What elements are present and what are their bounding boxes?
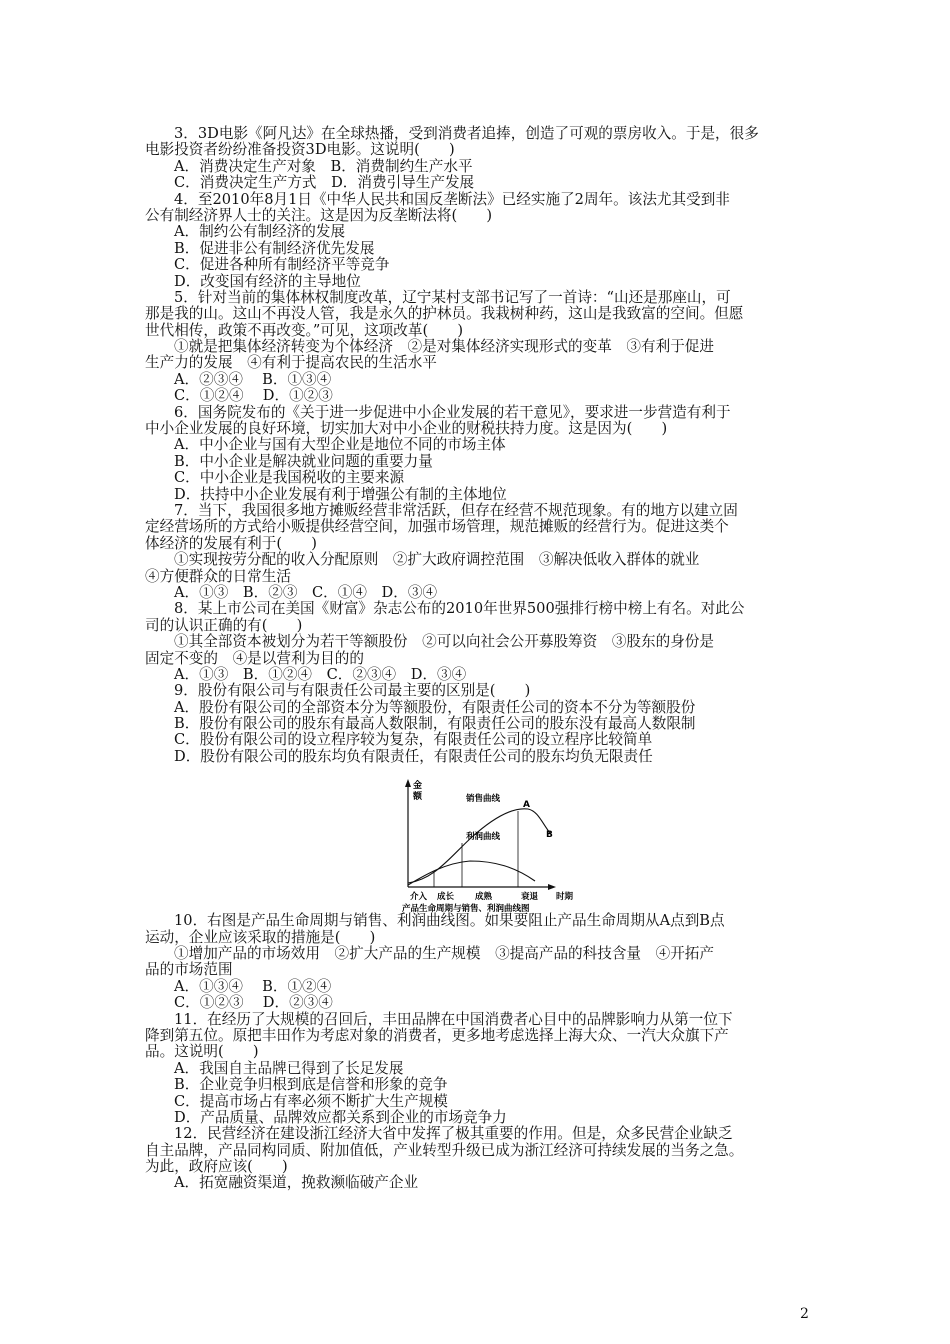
text-line: 生产力的发展 ④有利于提高农民的生活水平 <box>145 354 437 372</box>
text-line: 品。这说明( ) <box>145 1043 259 1061</box>
page-number: 2 <box>800 1306 809 1322</box>
point-b-label: B <box>546 830 553 841</box>
point-a-label: A <box>523 800 530 811</box>
text-line: A．消费决定生产对象 B．消费制约生产水平 <box>174 157 473 175</box>
text-line: C．①②③ D．②③④ <box>174 994 333 1012</box>
text-line: ①其全部资本被划分为若干等额股份 ②可以向社会公开募股筹资 ③股东的身份是 <box>174 633 714 651</box>
text-line: A．拓宽融资渠道，挽救濒临破产企业 <box>174 1174 419 1192</box>
y-axis-label-1: 金 <box>413 781 423 792</box>
text-line: B．企业竞争归根到底是信誉和形象的竞争 <box>174 1076 448 1094</box>
x-axis-arrow <box>548 884 556 890</box>
text-line: A．股份有限公司的全部资本分为等额股份，有限责任公司的资本不分为等额股份 <box>174 698 696 716</box>
text-line: C．消费决定生产方式 D．消费引导生产发展 <box>174 174 475 192</box>
text-line: ①就是把集体经济转变为个体经济 ②是对集体经济实现形式的变革 ③有利于促进 <box>174 338 714 356</box>
text-line: D．股份有限公司的股东均负有限责任，有限责任公司的股东均负无限责任 <box>174 747 653 765</box>
text-line: D．扶持中小企业发展有利于增强公有制的主体地位 <box>174 485 507 503</box>
text-line: 9．股份有限公司与有限责任公司最主要的区别是( ) <box>174 682 531 700</box>
text-line: 体经济的发展有利于( ) <box>145 534 317 552</box>
text-line: C．中小企业是我国税收的主要来源 <box>174 469 405 487</box>
product-lifecycle-figure <box>145 775 810 913</box>
text-line: 中小企业发展的良好环境，切实加大对中小企业的财税扶持力度。这是因为( ) <box>145 420 668 438</box>
text-line: B．促进非公有制经济优先发展 <box>174 239 375 257</box>
sales-curve-label: 销售曲线 <box>466 794 501 805</box>
profit-curve <box>408 861 535 885</box>
text-line: 为此，政府应该( ) <box>145 1158 288 1176</box>
text-line: A．①③④ B．①②④ <box>174 977 332 995</box>
x-axis-label: 时期 <box>556 892 574 903</box>
text-line: 5．针对当前的集体林权制度改革，辽宁某村支部书记写了一首诗：“山还是那座山，可 <box>174 288 731 306</box>
text-line: A．①③ B．②③ C．①④ D．③④ <box>174 583 438 601</box>
text-line: C．促进各种所有制经济平等竞争 <box>174 256 390 274</box>
text-line: 司的认识正确的有( ) <box>145 616 303 634</box>
text-line: A．①③ B．①②④ C．②③④ D．③④ <box>174 665 467 683</box>
text-line: 10．右图是产品生命周期与销售、利润曲线图。如果要阻止产品生命周期从A点到B点 <box>174 912 725 930</box>
text-line: ④方便群众的日常生活 <box>145 567 291 585</box>
text-line: 7．当下，我国很多地方摊贩经营非常活跃，但存在经营不规范现象。有的地方以建立固 <box>174 501 738 519</box>
text-line: 8．某上市公司在美国《财富》杂志公布的2010年世界500强排行榜中榜上有名。对此公 <box>174 600 745 618</box>
text-line: 世代相传，政策不再改变。”可见，这项改革( ) <box>145 321 464 339</box>
text-line: 运动，企业应该采取的措施是( ) <box>145 928 376 946</box>
sales-curve <box>408 809 550 883</box>
text-line: D．改变国有经济的主导地位 <box>174 272 361 290</box>
text-line: D．产品质量、品牌效应都关系到企业的市场竞争力 <box>174 1108 507 1126</box>
text-line: 11．在经历了大规模的召回后，丰田品牌在中国消费者心目中的品牌影响力从第一位下 <box>174 1010 733 1028</box>
page-content <box>145 126 810 1192</box>
text-line: A．我国自主品牌已得到了长足发展 <box>174 1059 404 1077</box>
text-line: 6．国务院发布的《关于进一步促进中小企业发展的若干意见》，要求进一步营造有利于 <box>174 403 731 421</box>
text-line: 12．民营经济在建设浙江经济大省中发挥了极其重要的作用。但是，众多民营企业缺乏 <box>174 1125 733 1143</box>
lifecycle-chart <box>400 775 590 913</box>
text-line: 定经营场所的方式给小贩提供经营空间，加强市场管理，规范摊贩的经营行为。促进这类个 <box>145 518 729 536</box>
stage-label: 介入 <box>410 892 428 903</box>
questions-3-to-9 <box>145 126 810 765</box>
y-axis-label-2: 额 <box>413 792 423 803</box>
text-line: 电影投资者纷纷准备投资3D电影。这说明( ) <box>145 141 455 159</box>
text-line: 品的市场范围 <box>145 961 233 979</box>
questions-10-to-12 <box>145 913 810 1192</box>
figure-caption: 产品生命周期与销售、利润曲线图 <box>402 904 530 914</box>
stage-label: 衰退 <box>521 892 539 903</box>
text-line: C．提高市场占有率必须不断扩大生产规模 <box>174 1092 448 1110</box>
text-line: A．制约公有制经济的发展 <box>174 223 346 241</box>
profit-curve-label: 利润曲线 <box>466 832 501 843</box>
text-line: 降到第五位。原把丰田作为考虑对象的消费者，更多地考虑选择上海大众、一汽大众旗下产 <box>145 1026 729 1044</box>
text-line: 那是我的山。这山不再没人管，我是永久的护林员。我栽树种药，这山是我致富的空间。但愿 <box>145 305 744 323</box>
text-line: A．②③④ B．①③④ <box>174 370 332 388</box>
stage-label: 成长 <box>437 892 455 903</box>
text-line: 公有制经济界人士的关注。这是因为反垄断法将( ) <box>145 206 493 224</box>
text-line: B．股份有限公司的股东有最高人数限制，有限责任公司的股东没有最高人数限制 <box>174 715 696 733</box>
text-line: 3．3D电影《阿凡达》在全球热播，受到消费者追捧，创造了可观的票房收入。于是，很多 <box>174 125 759 142</box>
text-line: B．中小企业是解决就业问题的重要力量 <box>174 452 433 470</box>
text-line: ①增加产品的市场效用 ②扩大产品的生产规模 ③提高产品的科技含量 ④开拓产 <box>174 945 714 963</box>
text-line: C．股份有限公司的设立程序较为复杂，有限责任公司的设立程序比较简单 <box>174 731 653 749</box>
y-axis-arrow <box>405 779 411 787</box>
text-line: C．①②④ D．①②③ <box>174 387 333 405</box>
text-line: 自主品牌，产品同构同质、附加值低，产业转型升级已成为浙江经济可持续发展的当务之急。 <box>145 1141 744 1159</box>
text-line: 4．至2010年8月1日《中华人民共和国反垄断法》已经实施了2周年。该法尤其受到非 <box>174 190 730 208</box>
stage-label: 成熟 <box>475 892 493 903</box>
text-line: ①实现按劳分配的收入分配原则 ②扩大政府调控范围 ③解决低收入群体的就业 <box>174 551 700 569</box>
text-line: A．中小企业与国有大型企业是地位不同的市场主体 <box>174 436 506 454</box>
text-line: 固定不变的 ④是以营利为目的的 <box>145 649 364 667</box>
